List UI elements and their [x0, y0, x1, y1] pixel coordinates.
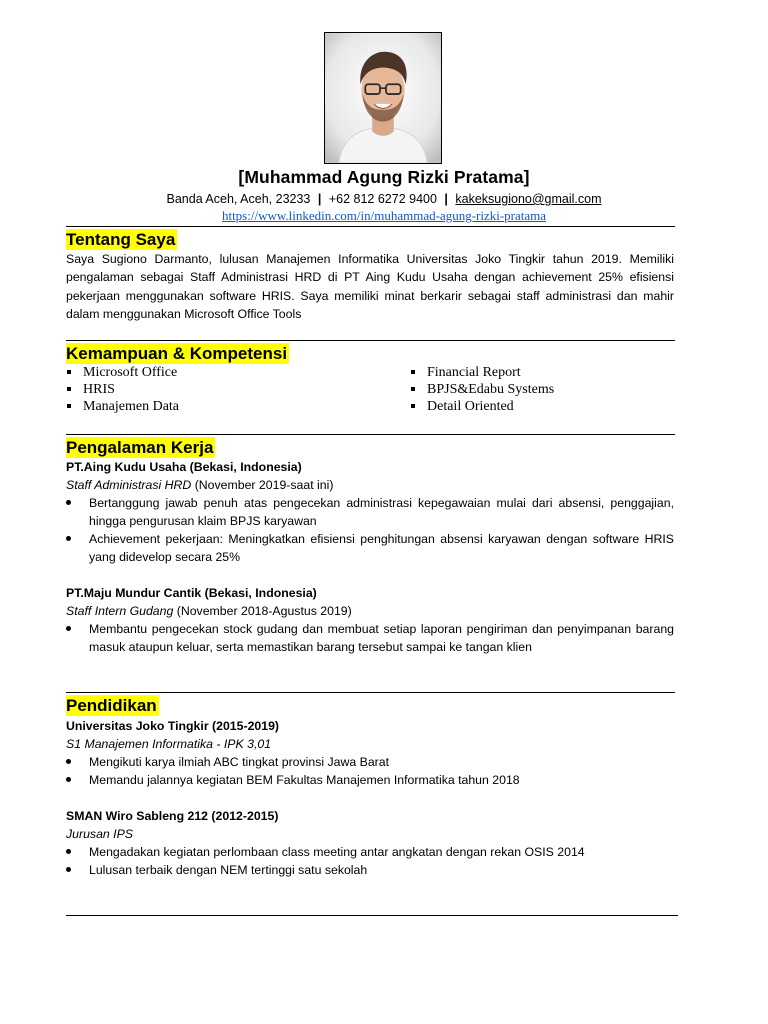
section-divider: [66, 340, 675, 341]
education-bullet: Mengikuti karya ilmiah ABC tingkat provinsi Jawa Barat: [66, 753, 674, 771]
school-detail: Jurusan IPS: [66, 827, 133, 841]
about-text: Saya Sugiono Darmanto, lulusan Manajemen Informatika Universitas Joko Tingkir tahun 2019. Memiliki pengalaman sebagai Staff Administrasi HRD di PT Aing Kudu Usaha dengan achievement 25% efisiensi pekerjaan menggunakan software HRIS. Saya memiliki minat berkarir sebagai staff administrasi dan mahir dalam menggunakan Microsoft Office Tools: [66, 252, 674, 321]
job-bullet: Bertanggung jawab penuh atas pengecekan administrasi kepegawaian mulai dari absensi, penggajian, hingga pengurusan klaim BPJS karyawan: [66, 494, 674, 530]
job-bullet: Membantu pengecekan stock gudang dan membuat setiap laporan pengiriman dan penyimpanan barang masuk ataupun keluar, serta memastikan barang tersebut sampai ke tangan klien: [66, 620, 674, 656]
skills-heading: Kemampuan & Kompetensi: [66, 344, 288, 363]
school-name: Universitas Joko Tingkir (2015-2019): [66, 719, 280, 733]
section-divider: [66, 915, 678, 916]
skill-item: HRIS: [66, 381, 179, 398]
job-entry: [66, 584, 674, 656]
separator: |: [317, 192, 322, 206]
address-text: Banda Aceh, Aceh, 23233: [166, 192, 311, 206]
person-portrait-icon: [325, 33, 441, 163]
phone-text: +62 812 6272 9400: [328, 192, 437, 206]
job-role-line: [66, 476, 674, 494]
skill-item: BPJS&Edabu Systems: [410, 381, 554, 398]
education-heading: Pendidikan: [66, 696, 157, 715]
skill-item: Microsoft Office: [66, 364, 179, 381]
job-role: Staff Intern Gudang: [66, 604, 174, 618]
job-role-line: [66, 602, 674, 620]
education-entry: [66, 807, 674, 879]
company-name: PT.Maju Mundur Cantik (Bekasi, Indonesia): [66, 586, 317, 600]
company-name: PT.Aing Kudu Usaha (Bekasi, Indonesia): [66, 460, 302, 474]
skill-item: Manajemen Data: [66, 398, 179, 415]
section-divider: [66, 226, 675, 227]
skill-item: Financial Report: [410, 364, 554, 381]
job-role: Staff Administrasi HRD: [66, 478, 192, 492]
section-divider: [66, 434, 675, 435]
job-period: (November 2018-Agustus 2019): [173, 604, 352, 618]
section-divider: [66, 692, 675, 693]
education-entry: [66, 717, 674, 789]
job-bullet: Achievement pekerjaan: Meningkatkan efisiensi penghitungan absensi karyawan dengan software HRIS yang didevelop secara 25%: [66, 530, 674, 566]
school-detail: S1 Manajemen Informatika - IPK 3,01: [66, 737, 272, 751]
email-link[interactable]: kakeksugiono@gmail.com: [455, 192, 602, 206]
skills-list-right: [410, 364, 554, 415]
education-bullet: Lulusan terbaik dengan NEM tertinggi satu sekolah: [66, 861, 674, 879]
education-bullet: Memandu jalannya kegiatan BEM Fakultas Manajemen Informatika tahun 2018: [66, 771, 674, 789]
school-name: SMAN Wiro Sableng 212 (2012-2015): [66, 809, 279, 823]
job-period: (November 2019-saat ini): [191, 478, 334, 492]
experience-heading: Pengalaman Kerja: [66, 438, 214, 457]
separator: |: [444, 192, 448, 206]
education-bullet: Mengadakan kegiatan perlombaan class meeting antar angkatan dengan rekan OSIS 2014: [66, 843, 674, 861]
contact-line: [0, 192, 768, 206]
profile-photo: [324, 32, 442, 164]
skills-list-left: [66, 364, 179, 415]
linkedin-link[interactable]: https://www.linkedin.com/in/muhammad-agung-rizki-pratama: [221, 208, 547, 223]
skill-item: Detail Oriented: [410, 398, 554, 415]
candidate-name: [Muhammad Agung Rizki Pratama]: [238, 167, 530, 187]
about-heading: Tentang Saya: [66, 230, 176, 249]
job-entry: [66, 458, 674, 566]
